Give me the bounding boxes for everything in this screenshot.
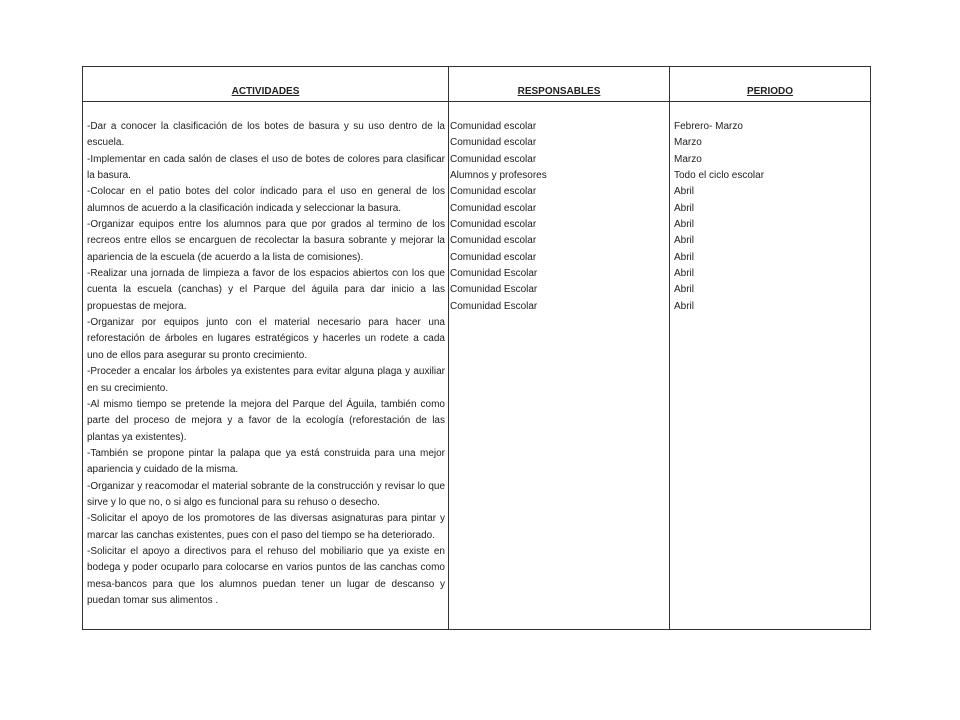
responsable-item: Comunidad Escolar (450, 300, 538, 312)
responsable-item: Comunidad escolar (450, 137, 537, 149)
activities-table (82, 66, 871, 630)
periodo-item: Abril (674, 251, 695, 263)
responsable-item: Comunidad escolar (450, 186, 537, 198)
periodo-item: Abril (674, 219, 695, 231)
responsable-item: Comunidad escolar (450, 121, 537, 132)
periodo-item: Abril (674, 235, 695, 247)
activity-item: -Organizar por equipos junto con el material necesario para hacer una reforestación de árboles en lugares estratégicos y hacerles un rodete a cada uno de ellos para asegurar su pronto crecimiento. (87, 317, 445, 361)
activity-item: -Colocar en el patio botes del color indicado para el uso en general de los alumnos de acuerdo a la clasificación indicada y seleccionar la basura. (87, 186, 445, 214)
activity-item: -Proceder a encalar los árboles ya existentes para evitar alguna plaga y auxiliar en su crecimiento. (87, 366, 445, 394)
responsables-column (450, 119, 665, 315)
responsable-item: Comunidad Escolar (450, 268, 538, 280)
periodo-item: Todo el ciclo escolar (674, 170, 765, 182)
responsable-item: Comunidad escolar (450, 251, 537, 263)
header-responsables: RESPONSABLES (517, 86, 601, 97)
activity-item: -Solicitar el apoyo a directivos para el rehuso del mobiliario que ya existe en bodega y poder ocuparlo para colocarse en varios puntos de las canchas como mesa-bancos para que los alumnos puedan tener un lugar de descanso y puedan tomar sus alimentos . (87, 545, 445, 606)
activity-item: -Realizar una jornada de limpieza a favor de los espacios abiertos con los que cuenta la escuela (canchas) y el Parque del águila para dar inicio a las propuestas de mejora. (87, 268, 445, 312)
periodo-item: Abril (674, 284, 695, 296)
activity-item: -Solicitar el apoyo de los promotores de las diversas asignaturas para pintar y marcar las canchas existentes, pues con el paso del tiempo se ha deteriorado. (87, 513, 445, 541)
header-actividades: ACTIVIDADES (231, 86, 300, 97)
periodo-item: Febrero- Marzo (674, 121, 743, 132)
periodo-column (674, 119, 868, 315)
activity-item: -Dar a conocer la clasificación de los botes de basura y su uso dentro de la escuela. (87, 121, 445, 149)
activity-item: -Implementar en cada salón de clases el uso de botes de colores para clasificar la basura. (87, 153, 445, 182)
periodo-item: Marzo (674, 153, 702, 165)
periodo-item: Abril (674, 268, 695, 280)
responsable-item: Comunidad escolar (450, 202, 537, 214)
header-periodo: PERIODO (746, 86, 794, 97)
periodo-item: Marzo (674, 137, 702, 149)
responsable-item: Comunidad escolar (450, 153, 537, 165)
activities-column (87, 119, 445, 609)
periodo-item: Abril (674, 186, 695, 198)
activity-item: -Al mismo tiempo se pretende la mejora del Parque del Águila, también como parte del proceso de mejora y a favor de la ecología (reforestación de las plantas ya existentes). (87, 398, 445, 443)
activity-item: -Organizar equipos entre los alumnos para que por grados al termino de los recreos entre ellos se encarguen de recolectar la basura sobrante y mejorar la apariencia de la escuela (de acuerdo a la lista de comisiones). (87, 219, 445, 263)
header-divider (83, 101, 870, 102)
responsable-item: Comunidad Escolar (450, 284, 538, 296)
periodo-item: Abril (674, 202, 695, 214)
column-divider (448, 67, 449, 629)
column-divider (669, 67, 670, 629)
responsable-item: Alumnos y profesores (450, 170, 547, 182)
activity-item: -Organizar y reacomodar el material sobrante de la construcción y revisar lo que sirve y lo que no, o si algo es funcional para su rehuso o desecho. (87, 480, 445, 508)
activity-item: -También se propone pintar la palapa que ya está construida para una mejor apariencia y cuidado de la misma. (87, 447, 445, 476)
responsable-item: Comunidad escolar (450, 219, 537, 231)
periodo-item: Abril (674, 300, 695, 312)
responsable-item: Comunidad escolar (450, 235, 537, 247)
